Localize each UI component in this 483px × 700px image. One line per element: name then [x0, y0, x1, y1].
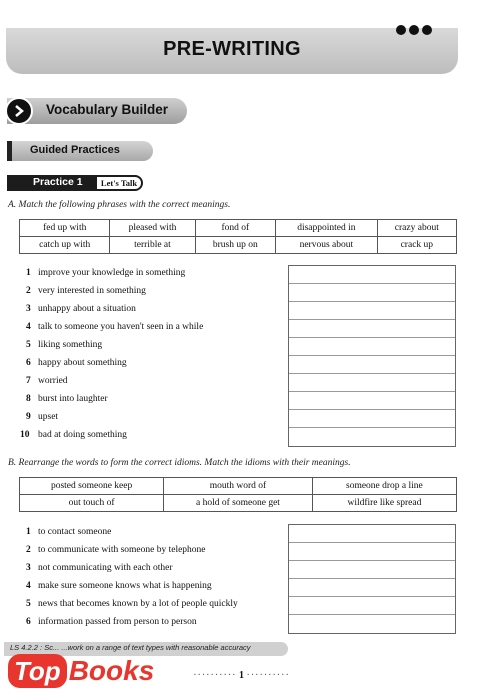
- item-text: very interested in something: [38, 286, 146, 296]
- list-item: [26, 527, 238, 545]
- item-number: 3: [26, 563, 31, 573]
- answer-field[interactable]: [289, 392, 455, 410]
- list-item: [26, 304, 203, 322]
- list-item: [26, 268, 203, 286]
- dot-icon: [396, 25, 406, 35]
- word-cell: someone drop a line: [312, 478, 456, 495]
- answer-field[interactable]: [289, 320, 455, 338]
- logo-top: Top: [8, 654, 67, 688]
- list-item: [26, 394, 203, 412]
- item-text: happy about something: [38, 358, 127, 368]
- item-text: liking something: [38, 340, 103, 350]
- part-b-word-table: [19, 477, 457, 512]
- list-item: [26, 617, 238, 635]
- word-cell: pleased with: [110, 220, 195, 237]
- item-number: 7: [26, 376, 31, 386]
- list-item: [26, 322, 203, 340]
- word-cell: a hold of someone get: [164, 495, 313, 512]
- part-a-word-table: [19, 219, 457, 254]
- item-text: talk to someone you haven't seen in a while: [38, 322, 204, 332]
- word-row: [20, 220, 457, 237]
- item-text: not communicating with each other: [38, 563, 173, 573]
- item-text: to communicate with someone by telephone: [38, 545, 206, 555]
- answer-field[interactable]: [289, 338, 455, 356]
- word-cell: mouth word of: [164, 478, 313, 495]
- word-row: [20, 237, 457, 254]
- dots-left-icon: ··········: [193, 670, 237, 681]
- answer-field[interactable]: [289, 410, 455, 428]
- word-cell: posted someone keep: [20, 478, 164, 495]
- answer-field[interactable]: [289, 284, 455, 302]
- topbooks-logo: [8, 654, 154, 688]
- list-item: [26, 581, 238, 599]
- list-item: [26, 358, 203, 376]
- decorative-dots: [396, 25, 432, 35]
- part-a-answer-box: [288, 265, 456, 447]
- answer-field[interactable]: [289, 543, 455, 561]
- list-item: [26, 376, 203, 394]
- part-b-items: [26, 527, 238, 635]
- header-band: [6, 28, 458, 74]
- answer-field[interactable]: [289, 561, 455, 579]
- dots-right-icon: ··········: [246, 670, 290, 681]
- list-item: [20, 430, 203, 448]
- item-number: 2: [26, 545, 31, 555]
- item-text: make sure someone knows what is happening: [38, 581, 212, 591]
- dot-icon: [409, 25, 419, 35]
- word-cell: disappointed in: [276, 220, 378, 237]
- part-a-instruction: A. Match the following phrases with the correct meanings.: [8, 200, 231, 210]
- item-number: 3: [26, 304, 31, 314]
- learning-standard: LS 4.2.2 : Sc... ...work on a range of text types with reasonable accuracy: [10, 643, 251, 652]
- practice-tag: Let's Talk: [96, 176, 142, 190]
- page-title: PRE-WRITING: [163, 38, 301, 60]
- list-item: [26, 412, 203, 430]
- list-item: [26, 286, 203, 304]
- item-number: 5: [26, 340, 31, 350]
- word-cell: nervous about: [276, 237, 378, 254]
- list-item: [26, 563, 238, 581]
- word-cell: brush up on: [195, 237, 276, 254]
- word-cell: wildfire like spread: [312, 495, 456, 512]
- word-cell: fond of: [195, 220, 276, 237]
- answer-field[interactable]: [289, 374, 455, 392]
- item-text: bad at doing something: [38, 430, 127, 440]
- answer-field[interactable]: [289, 525, 455, 543]
- item-number: 2: [26, 286, 31, 296]
- word-cell: crazy about: [377, 220, 456, 237]
- answer-field[interactable]: [289, 579, 455, 597]
- item-text: to contact someone: [38, 527, 112, 537]
- item-number: 9: [26, 412, 31, 422]
- item-number: 1: [26, 268, 31, 278]
- practice-label: Practice 1: [33, 176, 83, 188]
- list-item: [26, 545, 238, 563]
- item-text: upset: [38, 412, 59, 422]
- list-item: [26, 599, 238, 617]
- item-number: 5: [26, 599, 31, 609]
- item-text: worried: [38, 376, 68, 386]
- part-b-answer-box: [288, 524, 456, 634]
- dot-icon: [422, 25, 432, 35]
- word-cell: fed up with: [20, 220, 110, 237]
- word-row: [20, 495, 457, 512]
- section-title: Vocabulary Builder: [46, 102, 169, 117]
- answer-field[interactable]: [289, 266, 455, 284]
- logo-books: Books: [68, 655, 155, 686]
- item-number: 10: [20, 430, 30, 440]
- item-number: 6: [26, 358, 31, 368]
- item-number: 6: [26, 617, 31, 627]
- list-item: [26, 340, 203, 358]
- part-b-instruction: B. Rearrange the words to form the correct idioms. Match the idioms with their meanings.: [8, 458, 351, 468]
- item-text: information passed from person to person: [38, 617, 197, 627]
- subsection-title: Guided Practices: [30, 144, 120, 156]
- item-number: 8: [26, 394, 31, 404]
- item-number: 4: [26, 581, 31, 591]
- word-cell: out touch of: [20, 495, 164, 512]
- answer-field[interactable]: [289, 428, 455, 446]
- word-cell: catch up with: [20, 237, 110, 254]
- word-row: [20, 478, 457, 495]
- item-text: news that becomes known by a lot of people quickly: [38, 599, 238, 609]
- item-text: unhappy about a situation: [38, 304, 136, 314]
- answer-field[interactable]: [289, 597, 455, 615]
- word-cell: terrible at: [110, 237, 195, 254]
- item-number: 4: [26, 322, 31, 332]
- answer-field[interactable]: [289, 302, 455, 320]
- word-cell: crack up: [377, 237, 456, 254]
- part-a-items: [20, 268, 204, 448]
- page-number: 1: [239, 670, 244, 681]
- item-text: burst into laughter: [38, 394, 108, 404]
- item-text: improve your knowledge in something: [38, 268, 186, 278]
- item-number: 1: [26, 527, 31, 537]
- chevron-right-icon: [5, 97, 33, 125]
- answer-field[interactable]: [289, 356, 455, 374]
- answer-field[interactable]: [289, 615, 455, 633]
